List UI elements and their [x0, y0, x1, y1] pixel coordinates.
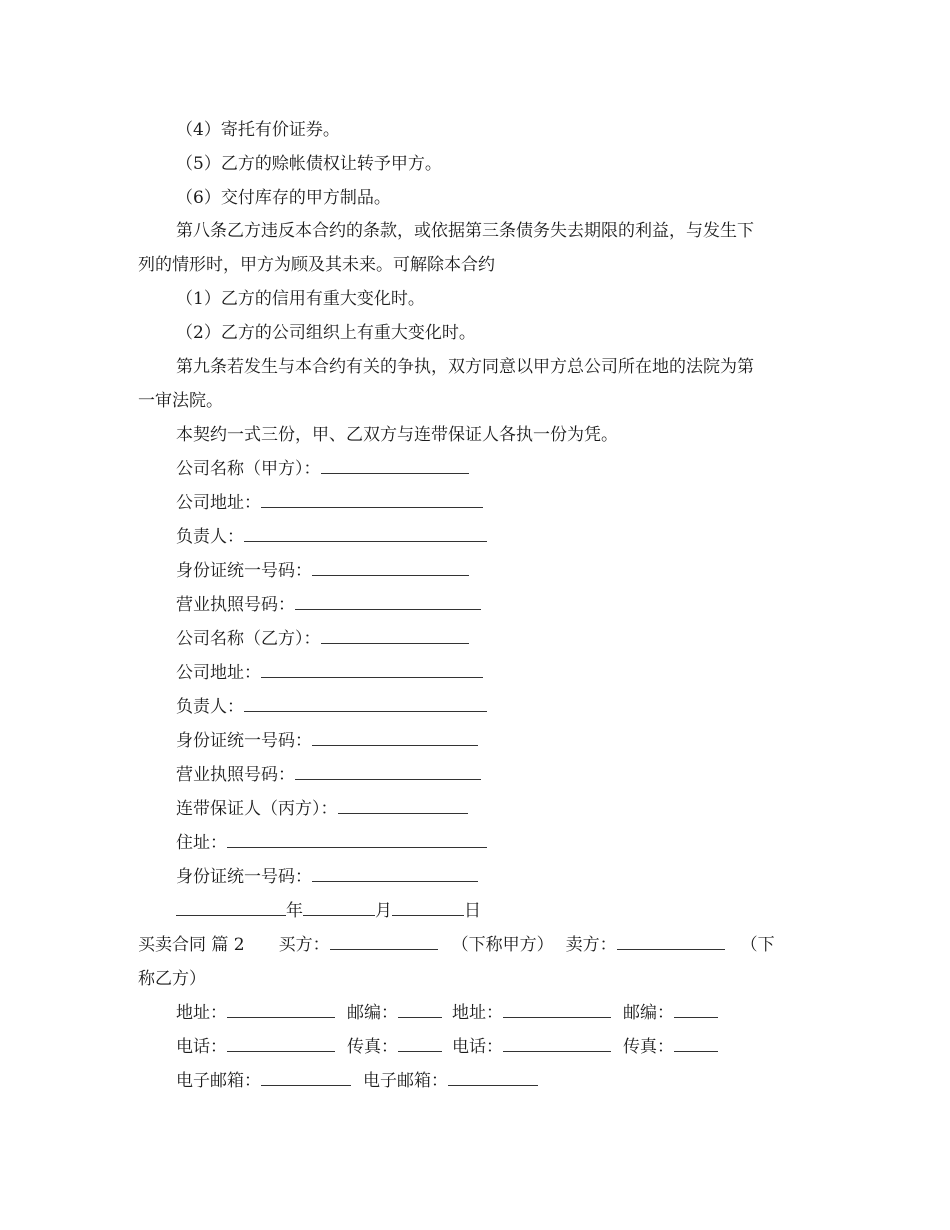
seller-postcode-label: 邮编： [623, 1003, 674, 1023]
day-label: 日 [464, 901, 481, 921]
contract-2-line-2: 称乙方） [138, 969, 206, 989]
guarantor-id-label: 身份证统一号码： [176, 867, 312, 887]
month-label: 月 [375, 901, 392, 921]
party-b-license-field[interactable] [295, 764, 481, 780]
seller-address-field[interactable] [503, 1002, 611, 1018]
guarantor-name-field[interactable] [338, 798, 468, 814]
address-row [176, 1002, 718, 1024]
party-a-name-label: 公司名称（甲方）： [176, 459, 321, 479]
party-a-license-row [176, 594, 481, 616]
day-field[interactable] [392, 900, 464, 916]
clause-item-5: （5）乙方的赊帐债权让转予甲方。 [176, 154, 442, 174]
date-row [176, 900, 481, 922]
buyer-suffix: （下称甲方） [451, 935, 554, 955]
buyer-fax-field[interactable] [398, 1036, 442, 1052]
party-b-id-row [176, 730, 478, 752]
article-8-line-2: 列的情形时，甲方为顾及其未来。可解除本合约 [138, 255, 495, 275]
contract-2-heading: 买卖合同 篇 2 [138, 935, 245, 955]
month-field[interactable] [303, 900, 375, 916]
party-a-address-label: 公司地址： [176, 493, 261, 513]
seller-postcode-field[interactable] [674, 1002, 718, 1018]
article-9-line-2: 一审法院。 [138, 391, 223, 411]
party-b-manager-label: 负责人： [176, 697, 244, 717]
party-a-id-row [176, 560, 469, 582]
party-b-id-field[interactable] [312, 730, 478, 746]
buyer-email-field[interactable] [261, 1070, 351, 1086]
party-a-license-label: 营业执照号码： [176, 595, 295, 615]
seller-address-label: 地址： [452, 1003, 503, 1023]
article-8-item-2: （2）乙方的公司组织上有重大变化时。 [176, 323, 476, 343]
seller-fax-field[interactable] [674, 1036, 718, 1052]
party-b-name-field[interactable] [321, 628, 469, 644]
party-a-manager-field[interactable] [244, 526, 487, 542]
buyer-phone-field[interactable] [227, 1036, 335, 1052]
buyer-email-label: 电子邮箱： [176, 1071, 261, 1091]
buyer-address-field[interactable] [227, 1002, 335, 1018]
guarantor-name-row [176, 798, 468, 820]
buyer-postcode-field[interactable] [398, 1002, 442, 1018]
party-b-manager-row [176, 696, 487, 718]
clause-item-4: （4）寄托有价证券。 [176, 120, 340, 140]
seller-label: 卖方： [565, 935, 617, 955]
party-b-license-label: 营业执照号码： [176, 765, 295, 785]
buyer-postcode-label: 邮编： [347, 1003, 398, 1023]
email-row [176, 1070, 538, 1092]
seller-phone-label: 电话： [452, 1037, 503, 1057]
party-a-manager-label: 负责人： [176, 527, 244, 547]
party-a-manager-row [176, 526, 487, 548]
article-9-line-1: 第九条若发生与本合约有关的争执，双方同意以甲方总公司所在地的法院为第 [176, 357, 754, 377]
party-b-address-label: 公司地址： [176, 663, 261, 683]
year-label: 年 [286, 901, 303, 921]
copies-statement: 本契约一式三份，甲、乙双方与连带保证人各执一份为凭。 [176, 425, 618, 445]
buyer-field[interactable] [330, 934, 438, 950]
guarantor-id-field[interactable] [312, 866, 478, 882]
seller-email-label: 电子邮箱： [363, 1071, 448, 1091]
phone-row [176, 1036, 718, 1058]
party-b-name-row [176, 628, 469, 650]
year-field[interactable] [176, 900, 286, 916]
seller-field[interactable] [617, 934, 725, 950]
guarantor-address-field[interactable] [227, 832, 487, 848]
party-b-address-row [176, 662, 483, 684]
guarantor-name-label: 连带保证人（丙方）： [176, 799, 338, 819]
party-b-id-label: 身份证统一号码： [176, 731, 312, 751]
seller-email-field[interactable] [448, 1070, 538, 1086]
party-b-manager-field[interactable] [244, 696, 487, 712]
party-b-address-field[interactable] [261, 662, 483, 678]
guarantor-id-row [176, 866, 478, 888]
party-a-license-field[interactable] [295, 594, 481, 610]
party-b-name-label: 公司名称（乙方）： [176, 629, 321, 649]
party-a-address-field[interactable] [261, 492, 483, 508]
party-a-address-row [176, 492, 483, 514]
clause-item-6: （6）交付库存的甲方制品。 [176, 188, 391, 208]
buyer-phone-label: 电话： [176, 1037, 227, 1057]
article-8-line-1: 第八条乙方违反本合约的条款，或依据第三条债务失去期限的利益，与发生下 [176, 221, 754, 241]
party-a-id-label: 身份证统一号码： [176, 561, 312, 581]
seller-suffix: （下 [740, 935, 775, 955]
seller-fax-label: 传真： [623, 1037, 674, 1057]
article-8-item-1: （1）乙方的信用有重大变化时。 [176, 289, 425, 309]
party-a-name-row [176, 458, 469, 480]
seller-phone-field[interactable] [503, 1036, 611, 1052]
guarantor-address-label: 住址： [176, 833, 227, 853]
contract-2-heading-row [138, 934, 775, 956]
party-a-name-field[interactable] [321, 458, 469, 474]
buyer-fax-label: 传真： [347, 1037, 398, 1057]
party-a-id-field[interactable] [312, 560, 469, 576]
buyer-address-label: 地址： [176, 1003, 227, 1023]
buyer-label: 买方： [278, 935, 330, 955]
party-b-license-row [176, 764, 481, 786]
guarantor-address-row [176, 832, 487, 854]
